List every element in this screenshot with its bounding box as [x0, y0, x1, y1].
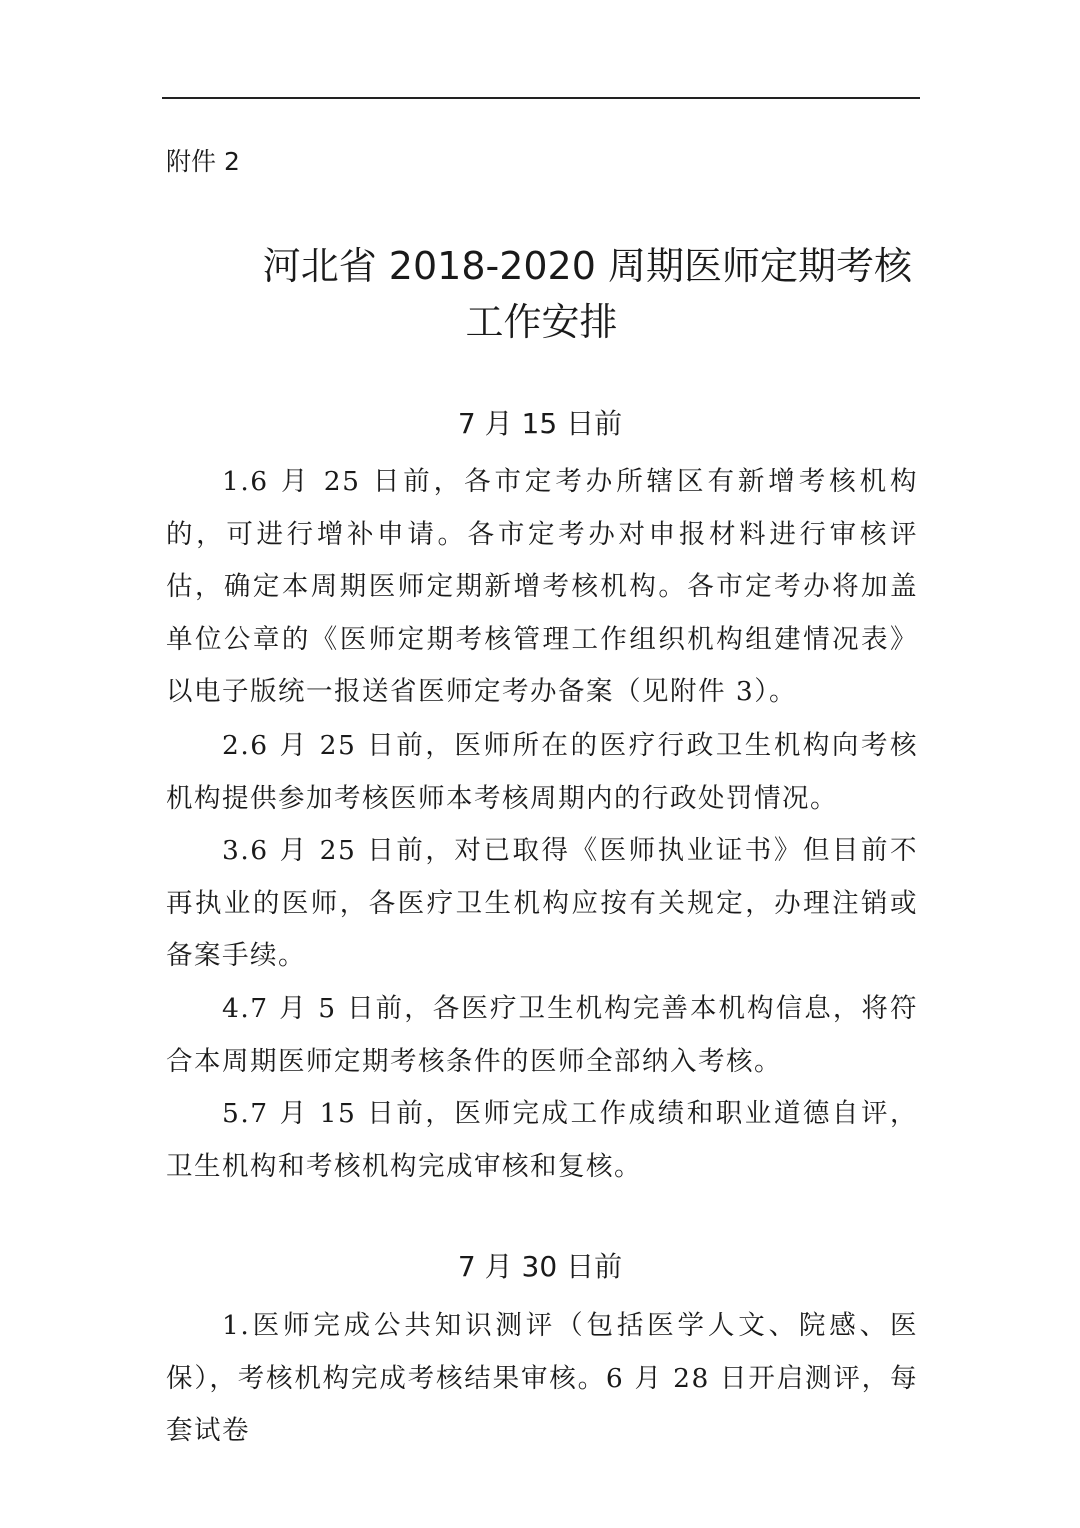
paragraph-item-1: 1.6 月 25 日前，各市定考办所辖区有新增考核机构的，可进行增补申请。各市定考办对申报材料进行审核评估，确定本周期医师定期新增考核机构。各市定考办将加盖单位公章的《医师定期考核管理工作组织机构组建情况表》以电子版统一报送省医师定考办备案（见附件 3）。 [166, 466, 918, 707]
section-heading-july-30: 7 月 30 日前 [457, 1250, 623, 1283]
document-title [160, 238, 920, 350]
title-line-2: 工作安排 [465, 300, 618, 344]
paragraph-item-3: 3.6 月 25 日前，对已取得《医师执业证书》但目前不再执业的医师，各医疗卫生机构应按有关规定，办理注销或备案手续。 [166, 835, 918, 971]
paragraph-item-4: 4.7 月 5 日前，各医疗卫生机构完善本机构信息，将符合本周期医师定期考核条件的医师全部纳入考核。 [166, 993, 918, 1077]
section-heading-july-15: 7 月 15 日前 [457, 407, 623, 440]
paragraph-item-6: 1.医师完成公共知识测评（包括医学人文、院感、医保），考核机构完成考核结果审核。6 月 28 日开启测评，每套试卷 [166, 1310, 918, 1446]
header-rule [162, 97, 920, 99]
paragraph-item-2: 2.6 月 25 日前，医师所在的医疗行政卫生机构向考核机构提供参加考核医师本考核周期内的行政处罚情况。 [166, 730, 918, 814]
attachment-label: 附件 2 [166, 147, 240, 176]
paragraph-item-5: 5.7 月 15 日前，医师完成工作成绩和职业道德自评，卫生机构和考核机构完成审核和复核。 [166, 1098, 918, 1182]
title-line-1: 河北省 2018-2020 周期医师定期考核 [262, 244, 912, 288]
